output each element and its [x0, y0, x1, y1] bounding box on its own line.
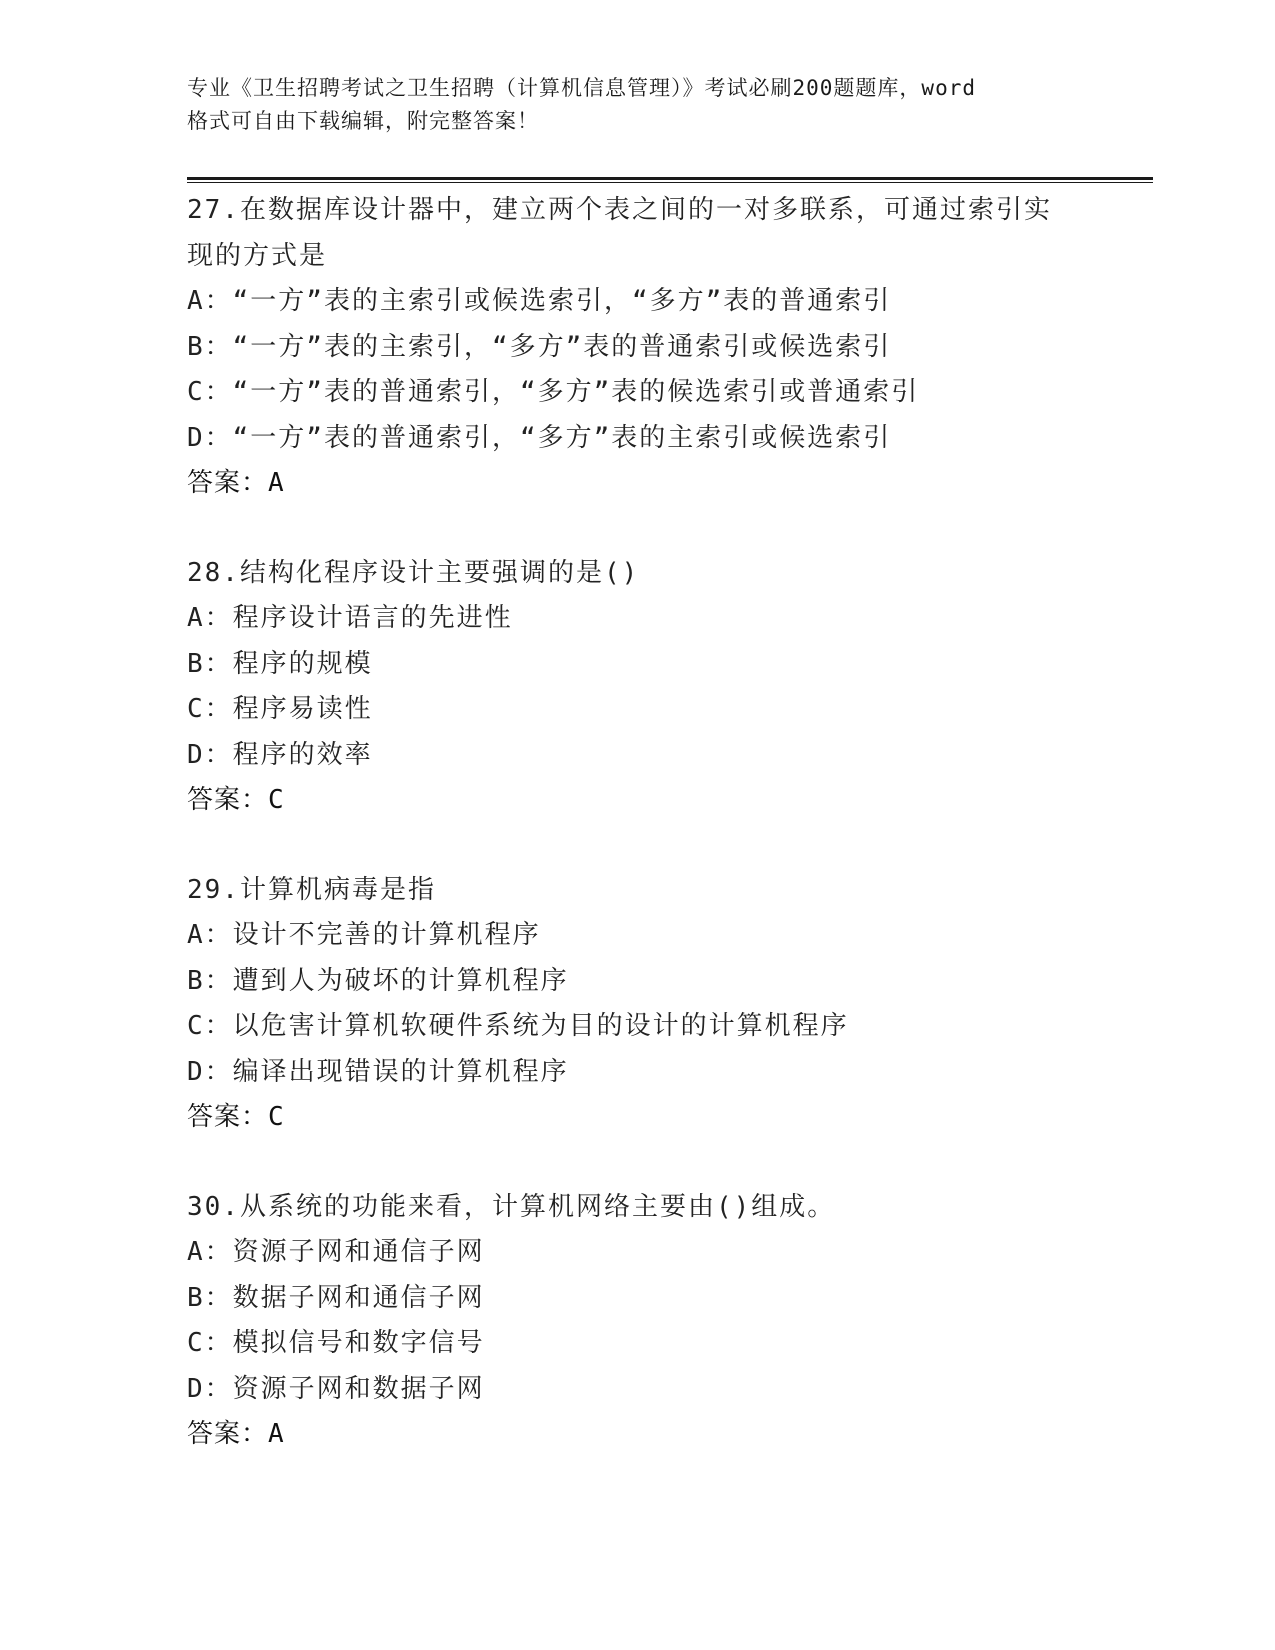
header-line-1: 专业《卫生招聘考试之卫生招聘（计算机信息管理）》考试必刷200题题库，word	[187, 76, 976, 100]
header-divider-thick	[187, 177, 1153, 180]
question-30	[187, 1185, 1147, 1458]
answer-line	[187, 461, 1147, 507]
question-stem: 29.计算机病毒是指	[187, 874, 436, 905]
option-c: C：模拟信号和数字信号	[187, 1328, 485, 1358]
option-c: C：以危害计算机软硬件系统为目的设计的计算机程序	[187, 1011, 849, 1041]
answer-label: 答案：	[187, 468, 269, 498]
option-b: B：数据子网和通信子网	[187, 1282, 485, 1313]
question-stem: 现的方式是	[187, 240, 328, 271]
question-list	[187, 188, 1147, 1502]
question-28	[187, 551, 1147, 824]
question-27	[187, 188, 1147, 507]
answer-value: C	[268, 1102, 284, 1132]
answer-label: 答案：	[187, 1419, 269, 1449]
option-b: B：“一方”表的主索引，“多方”表的普通索引或候选索引	[187, 331, 892, 362]
option-b: B：遭到人为破坏的计算机程序	[187, 965, 569, 996]
header-line-2: 格式可自由下载编辑，附完整答案！	[187, 109, 539, 133]
answer-line	[187, 778, 1147, 824]
option-a: A：程序设计语言的先进性	[187, 603, 513, 633]
option-c: C：“一方”表的普通索引，“多方”表的候选索引或普通索引	[187, 377, 920, 407]
option-a: A：设计不完善的计算机程序	[187, 920, 541, 950]
answer-value: C	[268, 785, 284, 815]
answer-line	[187, 1095, 1147, 1141]
option-c: C：程序易读性	[187, 694, 373, 724]
answer-label: 答案：	[187, 785, 269, 815]
option-a: A：资源子网和通信子网	[187, 1237, 485, 1267]
option-d: D：程序的效率	[187, 739, 373, 770]
option-d: D：编译出现错误的计算机程序	[187, 1056, 569, 1087]
header-divider-thin	[187, 182, 1153, 183]
option-a: A：“一方”表的主索引或候选索引，“多方”表的普通索引	[187, 286, 892, 316]
question-stem: 28.结构化程序设计主要强调的是()	[187, 557, 640, 588]
answer-line	[187, 1412, 1147, 1458]
answer-value: A	[268, 468, 284, 498]
question-29	[187, 868, 1147, 1141]
document-header	[187, 72, 1087, 138]
answer-value: A	[268, 1419, 284, 1449]
option-d: D：资源子网和数据子网	[187, 1373, 485, 1404]
option-b: B：程序的规模	[187, 648, 373, 679]
question-stem: 30.从系统的功能来看，计算机网络主要由()组成。	[187, 1191, 836, 1222]
answer-label: 答案：	[187, 1102, 269, 1132]
option-d: D：“一方”表的普通索引，“多方”表的主索引或候选索引	[187, 422, 892, 453]
question-stem: 27.在数据库设计器中，建立两个表之间的一对多联系，可通过索引实	[187, 195, 1052, 225]
